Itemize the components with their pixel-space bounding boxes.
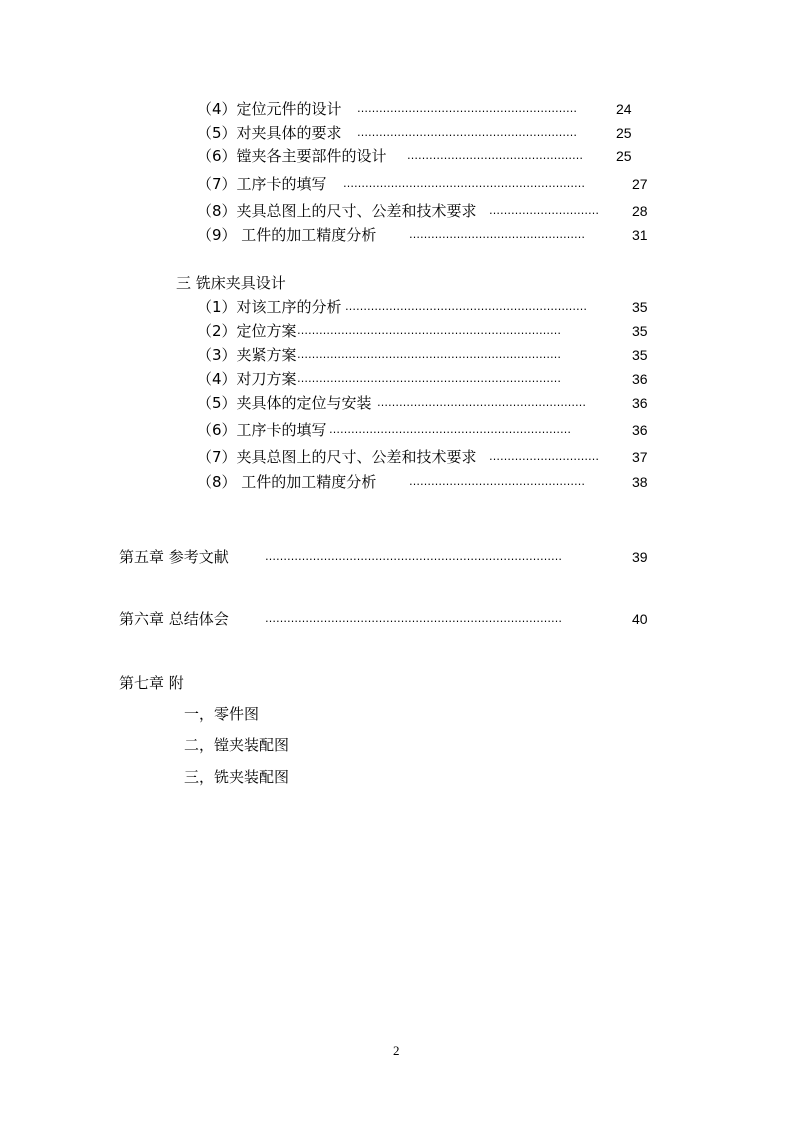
dot-leader: ………………………… — [489, 204, 599, 217]
toc-entry — [197, 420, 649, 440]
toc-entry-label: （6）镗夹各主要部件的设计 — [197, 147, 387, 165]
toc-entry-label: （3）夹紧方案 — [197, 346, 297, 364]
dot-leader: ………………………………………………………… — [343, 177, 585, 190]
dot-leader: …………………………………………………… — [357, 102, 577, 115]
toc-entry — [197, 369, 649, 389]
toc-entry — [197, 201, 649, 221]
toc-entry-label: （2）定位方案 — [197, 322, 297, 340]
toc-entry — [197, 321, 649, 341]
section-heading: 三 铣床夹具设计 — [176, 274, 286, 292]
toc-entry-page: 36 — [632, 422, 648, 438]
toc-entry — [197, 393, 649, 413]
toc-entry-page: 35 — [632, 347, 648, 363]
toc-entry-page: 25 — [616, 148, 632, 164]
dot-leader: ………………………… — [489, 450, 599, 463]
toc-entry-label: （5）对夹具体的要求 — [197, 124, 342, 142]
appendix-title: 第七章 附 — [119, 674, 184, 692]
dot-leader: ………………………………………………………… — [345, 300, 587, 313]
toc-entry-page: 38 — [632, 474, 648, 490]
dot-leader: ……………………………………………………………… — [297, 324, 561, 337]
toc-entry-label: （8）夹具总图上的尺寸、公差和技术要求 — [197, 202, 477, 220]
toc-entry-page: 35 — [632, 299, 648, 315]
dot-leader: ……………………………………………………………… — [297, 372, 561, 385]
toc-entry — [197, 225, 649, 245]
toc-entry-label: （4）对刀方案 — [197, 370, 297, 388]
dot-leader: …………………………………………………… — [357, 126, 577, 139]
toc-entry-label: （6）工序卡的填写 — [197, 421, 327, 439]
dot-leader: ……………………………………………………………………… — [265, 612, 562, 625]
toc-entry-label: （7）夹具总图上的尺寸、公差和技术要求 — [197, 448, 477, 466]
dot-leader: ……………………………………………………………………… — [265, 550, 562, 563]
toc-entry-label: （9） 工件的加工精度分析 — [197, 226, 377, 244]
toc-entry — [197, 472, 649, 492]
toc-chapter-page: 39 — [632, 549, 648, 565]
dot-leader: ………………………………………………… — [377, 396, 586, 409]
toc-entry-label: （5）夹具体的定位与安装 — [197, 394, 372, 412]
toc-entry-page: 28 — [632, 203, 648, 219]
dot-leader: ………………………………………… — [409, 228, 585, 241]
toc-entry-label: （1）对该工序的分析 — [197, 298, 342, 316]
toc-entry-label: （4）定位元件的设计 — [197, 100, 342, 118]
toc-entry-label: （7）工序卡的填写 — [197, 175, 327, 193]
toc-entry-page: 36 — [632, 371, 648, 387]
dot-leader: ………………………………………… — [407, 149, 583, 162]
appendix-item: 三，铣夹装配图 — [184, 768, 290, 786]
toc-entry-page: 27 — [632, 176, 648, 192]
appendix-item: 二，镗夹装配图 — [184, 736, 290, 754]
toc-chapter-label: 第五章 参考文献 — [119, 548, 229, 566]
toc-chapter-page: 40 — [632, 611, 648, 627]
toc-entry-page: 35 — [632, 323, 648, 339]
dot-leader: ………………………………………… — [409, 475, 585, 488]
toc-entry-label: （8） 工件的加工精度分析 — [197, 473, 377, 491]
dot-leader: ………………………………………………………… — [329, 423, 571, 436]
toc-chapter — [119, 547, 649, 567]
appendix-item: 一，零件图 — [184, 705, 260, 723]
toc-entry — [197, 99, 633, 119]
toc-entry-page: 31 — [632, 227, 648, 243]
toc-entry-page: 25 — [616, 125, 632, 141]
toc-entry-page: 36 — [632, 395, 648, 411]
toc-chapter-label: 第六章 总结体会 — [119, 610, 229, 628]
page-number: 2 — [393, 1043, 400, 1058]
toc-chapter — [119, 609, 649, 629]
toc-entry — [197, 146, 633, 166]
toc-entry — [197, 345, 649, 365]
toc-entry — [197, 123, 633, 143]
toc-entry-page: 37 — [632, 449, 648, 465]
toc-entry — [197, 297, 649, 317]
toc-entry — [197, 447, 649, 467]
toc-entry-page: 24 — [616, 101, 632, 117]
dot-leader: ……………………………………………………………… — [297, 348, 561, 361]
toc-entry — [197, 174, 649, 194]
